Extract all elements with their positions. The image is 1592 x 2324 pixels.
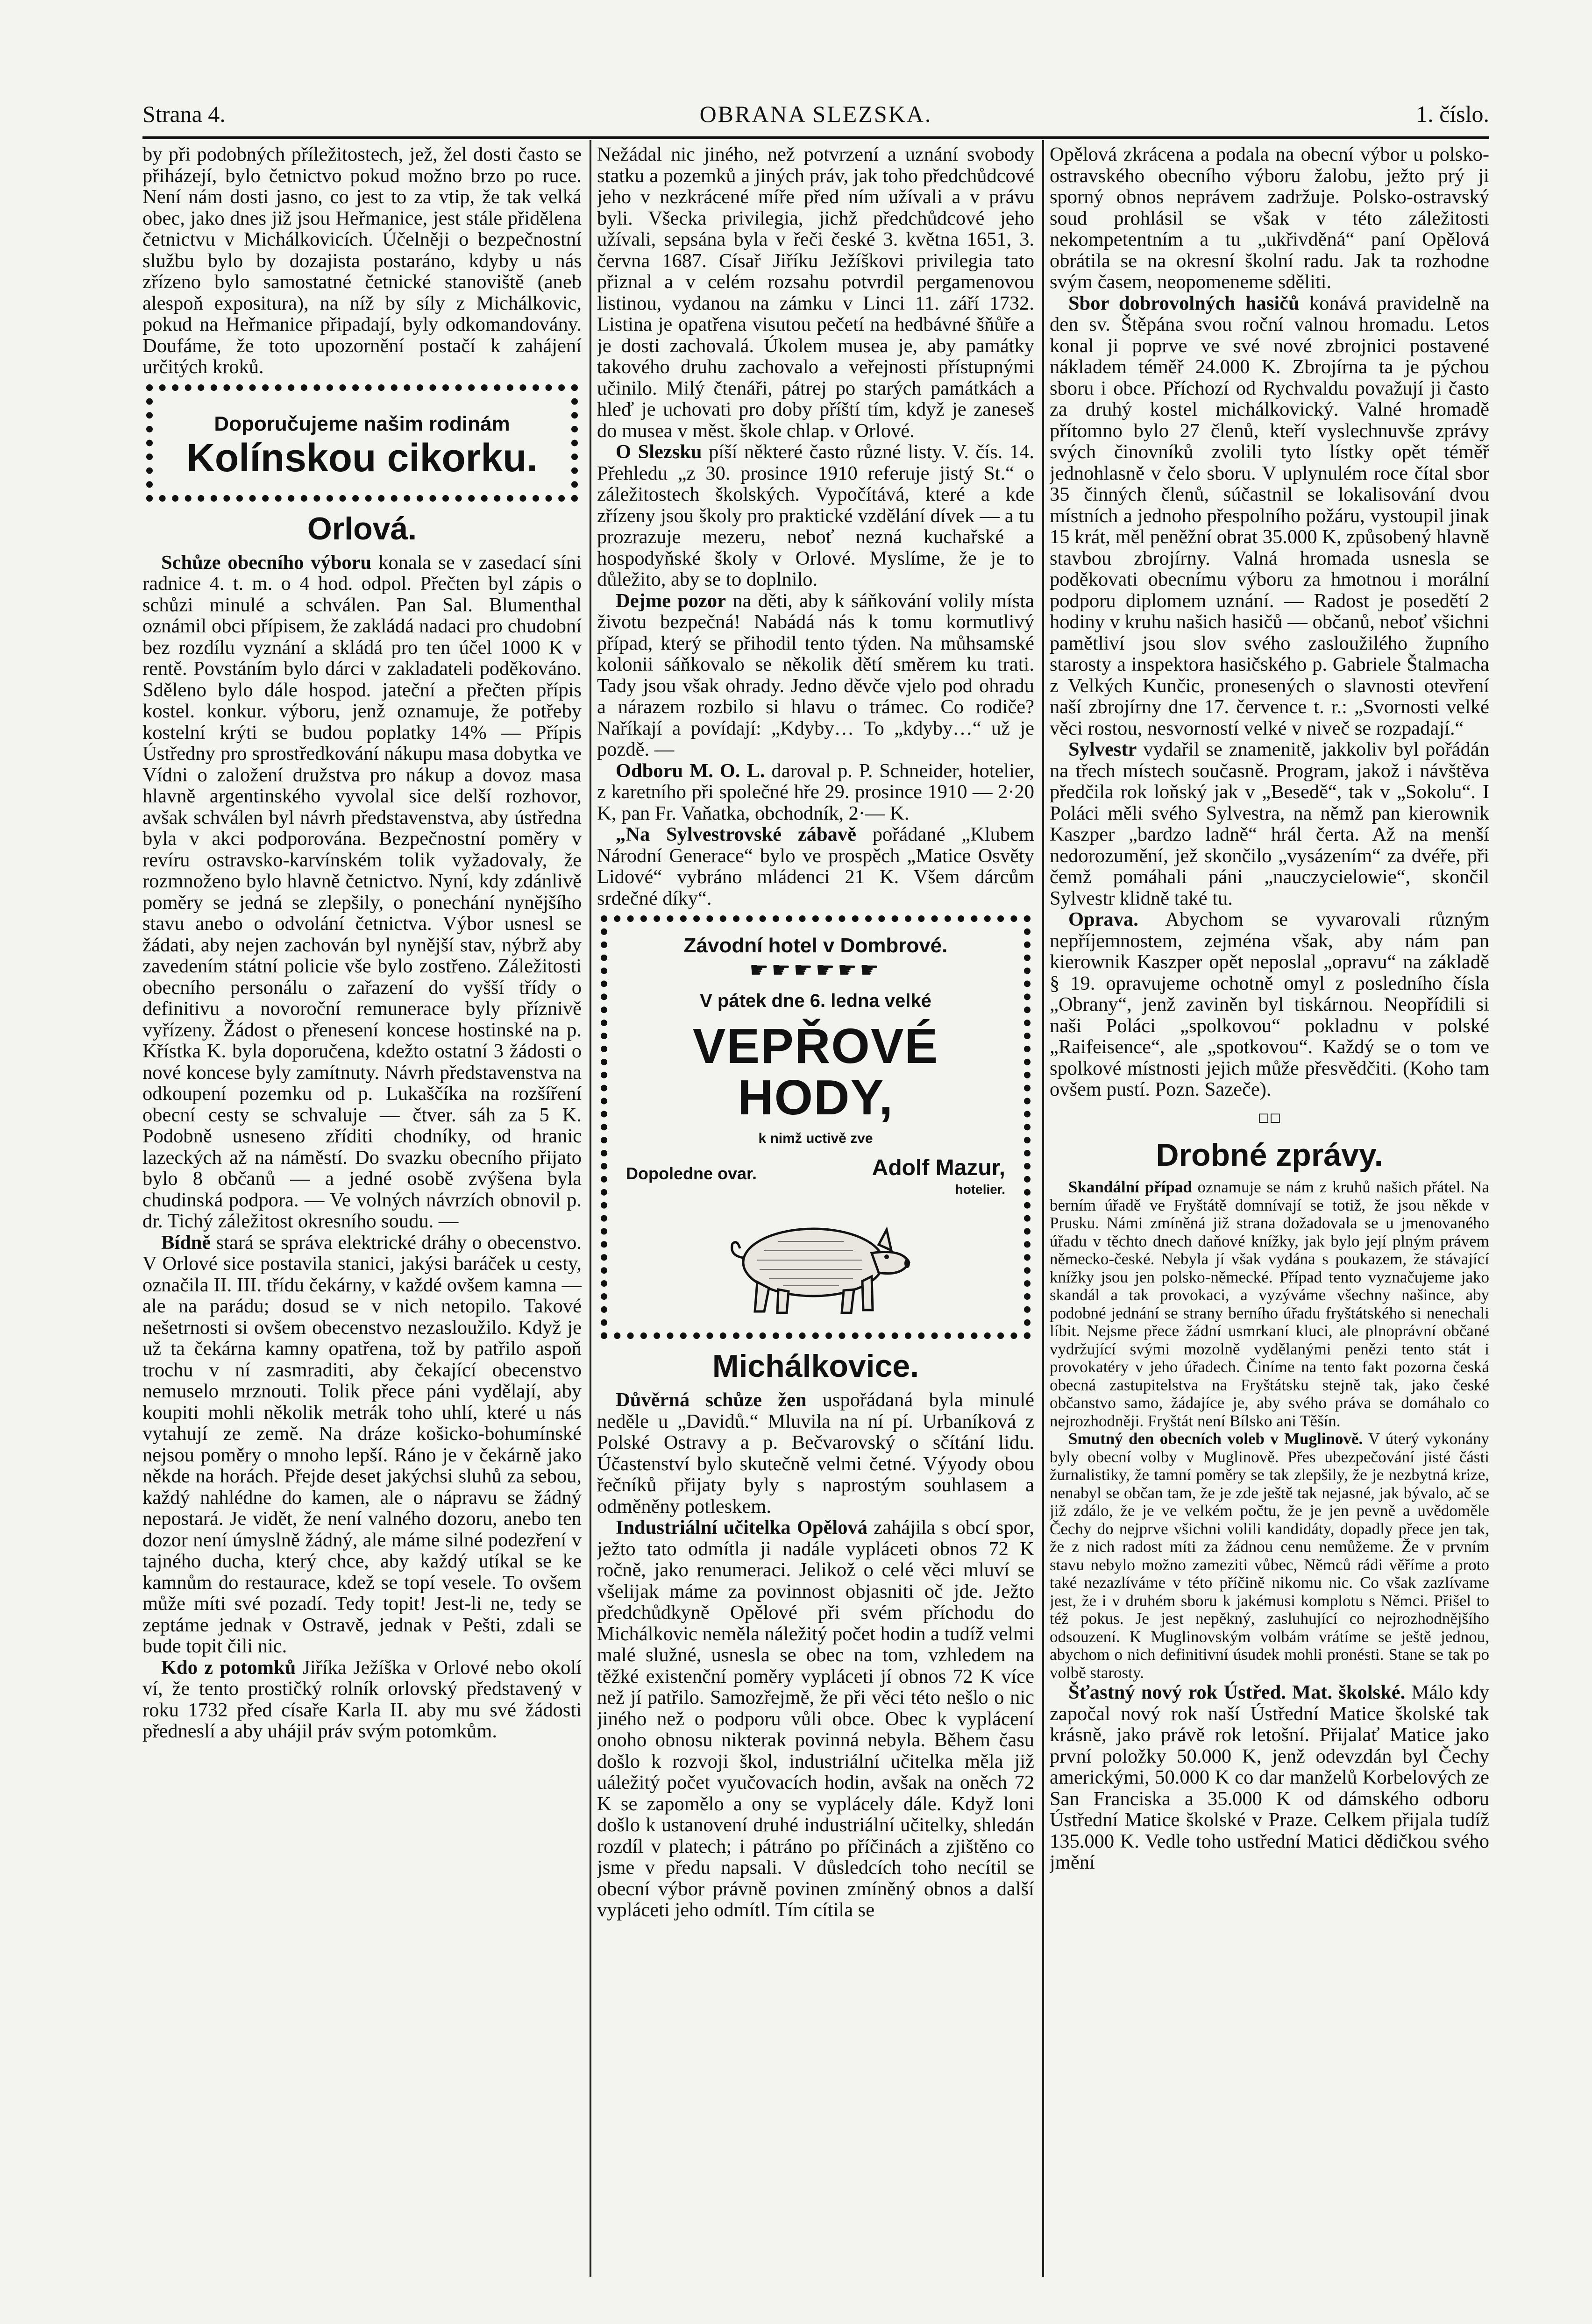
lead-sylvestr-zabava: „Na Sylvestrovské zábavě [616, 823, 856, 845]
advert-cikorka-line2: Kolínskou cikorku. [186, 436, 538, 480]
article-sylvestr [1050, 739, 1489, 909]
text-kdo: Jiříka Ježíška v Orlové nebo okolí ví, že tento prostičký rolník orlovský představený v roku 1732 před císaře Karla II. aby mu své žádosti předneslí a aby uhájil práv svým potomkům. [142, 1656, 582, 1742]
article-sbor [1050, 293, 1489, 739]
advert-date: V pátek dne 6. ledna velké [700, 991, 931, 1011]
lead-kdo: Kdo z potomků [161, 1656, 296, 1679]
pointing-hands-icon: ☛☛☛☛☛☛ [749, 957, 882, 982]
section-title-drobne: Drobné zprávy. [1156, 1137, 1383, 1173]
article-industrialni [597, 1517, 1034, 1921]
text-sylvestr-zabava: pořádané „Klubem Národní Generace“ bylo ve prospěch „Matice Osvěty Lidové“ vybráno mládenci 21 K. Všem dárcům srdečné díky“. [597, 823, 1034, 909]
advert-cikorka-line1: Doporučujeme našim rodinám [214, 412, 510, 435]
text-muglinov: V úterý vykonány byly obecní volby v Muglinově. Přes ubezpečování jisté části žurnalistiky, že tamní poměry se tak zlepšily, že je nezbytná krize, nenabyl se občan tam, že je zde ještě tak nejasné, jak bývalo, ač se již zdálo, že je ve velkém počtu, že je jen pevně a uvědoměle Čechy do nejprve všichni volili kandidáty, dopadly přece jen tak, že z nich radost míti za žádnou cenu nemůžeme. Že v prvním stavu nebylo možno zameziti vůbec, Němců rádi věříme a proto také nezazlíváme v této příčině nikomu nic. Co však zazlívame jest, že i v druhém sboru k jakémusi komplotu s Němci. Přišel to též pokus. Je jest nepěkný, zasluhující co nejrozhodnějšího odsouzení. K Muglinovským volbám vrátíme se ještě jednou, abychom o nich definitivní úsudek mohli pronésti. Stane se tak po volbě starosty. [1050, 1430, 1489, 1682]
lead-skandalni: Skandální případ [1068, 1178, 1192, 1196]
advert-veprove-hody [601, 915, 1031, 1339]
text-skandalni: oznamuje se nám z kruhů našich přátel. Na berním úřadě ve Fryštátě domnívají se totiž, že jsou někde v Prusku. Námi zmíněná již strana dožadovala se u jmenovaného úřadu v těchto dnech daňové knížky, jak bylo její plným právem německo-české. Nebyla jí však vydána s poukazem, že stávající knížky jsou jen polsko-německé. Případ tento vyznačujeme jako skandál a tak provokaci, a vyzýváme všechny našince, aby podobné jednání se strany berního úřadu fryštátského si nenechali líbit. Nejsme přece žádní usmrkaní kluci, ale plnoprávní občané vydržující svými mozolně vydělanými penězi tento stát i provokatéry v jeho úřadech. Činíme na tento fakt pozorna česká obecná zastupitelstva na Fryštátsku stejně tak, jako české občanstvo samo, žádajíce je, aby svého práva se domáhalo co nejrozhodněji. Fryštát není Bílsko ani Těšín. [1050, 1178, 1489, 1430]
article-oprava [1050, 909, 1489, 1100]
article-bidne [142, 1232, 582, 1657]
advert-invite: k nimž uctivě zve [758, 1130, 873, 1146]
advert-cikorka [146, 384, 578, 502]
advert-footer-row [626, 1157, 1005, 1200]
news-muglinov [1050, 1430, 1489, 1682]
section-title-orlova: Orlová. [307, 510, 417, 546]
text-oprava: Abychom se vyvarovali různým nepříjemnostem, zejména však, aby nám pan kierownik Kaszper opět neposlal „opravu“ na základě § 19. opravujeme ochotně omyl z posledního čísla „Obrany“, jenž zaviněn byl tiskárnou. Neopřídili si naši Poláci „spolkovou“ pokladnu v polské „Raifeisence“, ale „spotkovou“. Každý se o tom ve spolkové místnosti jejich může přesvědčiti. (Koho tam ovšem pustí. Pozn. Sazeče). [1050, 908, 1489, 1100]
lead-sylvestr: Sylvestr [1068, 738, 1137, 760]
lead-slezsku: O Slezsku [616, 441, 702, 463]
page-number: Strana 4. [142, 101, 226, 127]
text-schuze: konala se v zasedací síni radnice 4. t. m. o 4 hod. odpol. Přečten byl zápis o schůzi minulé a schválen. Pan Sal. Blumenthal oznámil obci přípisem, že zakládá nadaci pro chudobní bez rozdílu vyznání a skládá pro ten účel 1000 K v rentě. Povstáním bylo dárci v zakladateli poděkováno. Sděleno bylo dále hospod. jateční a přečten přípis kostel. konkur. výboru, jenž oznamuje, že potřeby kostelní krýti se budou poplatky 14% — Přípis Ústředny pro sprostředkování nákupu masa dobytka ve Vídni o založení družstva pro nákup a dovoz masa hlavně argentinského vyvolal sice delší rozhovor, avšak schválen byl návrh představenstva, aby ústředna byla v akci podporována. Bezpečnostní poměry v revíru ostravsko-karvínském tolik vyžadovaly, že rozmnoženo bylo hlavně četnictvo. Nyní, kdy zdánlivě poměry se jedná se zlepšily, o ponechání nynějšího stavu anebo o odvolání četnictva. Výbor usnesl se žádati, aby nejen zachován byl nynější stav, nýbrž aby zavedením státní policie vše bylo zostřeno. Záležitosti obecního personálu o zařazení do vyšší třídy o definitivu a novoroční remunerace byly příznivě vyřízeny. Žádost o přenesení koncese hostinské na p. Křístka K. byla doporučena, kdežto ostatní 3 žádosti o nové koncese byly zamítnuty. Návrh představenstva na odkoupení pozemku od p. Lukaščíka na rozšíření obecní cesty se schvaluje — čtver. sáh za 5 K. Podobně usneseno zříditi chodníky, od hranic lazeckých až na náměstí. Do svazku obecního přijato bylo 8 občanů — a jedné osobě zvýšena byla chudinská podpora. — Ve volných návrzích obnovil p. dr. Tichý záležitost okresního soudu. — [142, 551, 582, 1232]
article-continuation-2: Nežádal nic jiného, než potvrzení a uznání svobody statku a pozemků a jiných práv, jak toho předchůdcové jeho v nezkrácené míře před ním užívali a v právu byli. Všecka privilegia, jichž předchůdcové jeho užívali, sepsána byla v řeči české 3. května 1651, 3. června 1687. Císař Jiříku Ježíškovi privilegia tato přiznal a v celém rozsahu potvrdil pergamenovou listinou, vydanou na zámku v Linci 11. září 1732. Listina je opatřena visutou pečetí na hedbávné šňůře a je dosti zachovalá. Úkolem musea je, aby památky takového druhu zachovalo a veřejnosti přístupnými učinilo. Milý čtenáři, pátrej po starých památkách a hleď je uchovati pro doby příští tím, když je zaneseš do musea v měst. škole chlap. v Orlové. [597, 144, 1034, 442]
article-continuation-3: Opělová zkrácena a podala na obecní výbor u polsko-ostravského obecního výboru žalobu, ježto prý ji sporný obnos neprávem zadržuje. Polsko-ostravský soud prohlásil se však v této záležitosti nekompetentním a tu „ukřivděná“ paní Opělová obrátila se na okresní školní radu. Jak ta rozhodne svým časem, neopomeneme sděliti. [1050, 144, 1489, 293]
column-3 [1050, 144, 1489, 2277]
lead-duverna: Důvěrná schůze žen [616, 1389, 807, 1411]
news-matice [1050, 1682, 1489, 1873]
advert-headline: VEPŘOVÉ HODY, [692, 1018, 939, 1125]
section-separator-icon: ◻◻ [1258, 1109, 1281, 1126]
lead-bidne: Bídně [161, 1231, 211, 1254]
advert-owner-name: Adolf Mazur, [872, 1155, 1005, 1180]
section-title-michalkovice: Michálkovice. [712, 1348, 919, 1384]
page-header [142, 100, 1489, 133]
article-slezsku [597, 441, 1034, 590]
article-odbor [597, 760, 1034, 824]
article-kdo [142, 1657, 582, 1742]
column-1 [142, 144, 582, 2277]
pig-illustration-icon [713, 1211, 918, 1318]
column-2 [597, 144, 1034, 2277]
lead-pozor: Dejme pozor [616, 589, 726, 612]
lead-schuze: Schůze obecního výboru [161, 551, 372, 574]
advert-time: Dopoledne ovar. [626, 1164, 757, 1183]
article-duverna [597, 1389, 1034, 1517]
text-slezsku: píší některé často různé listy. V. čís. 14. Přehledu „z 30. prosince 1910 referuje jistý St.“ o záležitostech školských. Vypočítává, které a kde zřízeny jsou školy pro praktické vzdělání dívek — a tu prozrazuje mezeru, neboť nezná kuchařské a hospodyňské školy v Orlové. Myslíme, že je to důležito, aby se to doplnilo. [597, 441, 1034, 590]
text-pozor: na děti, aby k sáňkování volily místa životu bezpečná! Nabádá nás k tomu kormutlivý případ, který se přihodil tento týden. Na můhsamské kolonii sáňkovalo se několik dětí směrem ku trati. Tady jsou však ohrady. Jedno děvče vjelo pod ohradu a nárazem rozbilo si hlavu o trámec. Co rodiče? Naříkají a povídají: „Kdyby… To „kdyby…“ už je pozdě. — [597, 589, 1034, 760]
column-divider-1 [590, 140, 591, 2277]
lead-odbor: Odboru M. O. L. [616, 759, 765, 782]
lead-industrialni: Industriální učitelka Opělová [616, 1516, 867, 1538]
text-duverna: uspořádaná byla minulé neděle u „Davidů.“ Mluvila na ní pí. Urbaníková z Polské Ostravy a p. Bečvarovský o sčítání lidu. Účastenství bylo skutečně velmi četné. Výyody obou řečníků přijaty byly s naprostým souhlasem a odměněny potleskem. [597, 1389, 1034, 1517]
text-matice: Málo kdy započal nový rok naší Ústřední Matice školské tak krásně, jako právě rok letošní. Přijalať Matice jako první položky 50.000 K, jenž odevzdán byl Čechy americkými, 50.000 K co dar manželů Korbelových ze San Franciska a 35.000 K od dámského odboru Ústřední Matice školské v Praze. Celkem přijala tudíž 135.000 K. Vedle toho ustřední Matici dědičkou svého jmění [1050, 1681, 1489, 1873]
column-divider-2 [1042, 140, 1044, 2277]
header-rule [142, 136, 1489, 139]
text-industrialni: zahájila s obcí spor, ježto tato odmítla ji nadále vypláceti obnos 72 K ročně, jako renumeraci. Jelikož o celé věci mluví se všelijak máme za povinnost objasniti oč jde. Ježto předchůdkyně Opělové při svém příchodu do Michálkovic neměla náležitý počet hodin a tudíž velmi malé služné, usnesla se obec na tom, vzhledem na těžké existenční poměry vypláceti jí obnos 72 K více než jí patřilo. Samozřejmě, že při věci této nešlo o nic jiného než o podporu vůli obce. Obec k vyplácení onoho obnosu nikterak povinná nebyla. Během času došlo k rozvoji škol, industriální učitelka měla již uáležitý počet vyučovacích hodin, avšak na oněch 72 K se zapomělo a ony se vyplácely dále. Když loni došlo k ustanovení druhé industriální učitelky, shledán rozdíl v platech; i pátráno po příčinách a zjištěno co jsme v předu napsali. V důsledcích toho necítil se obecní výbor právně povinen zmíněný obnos a další vypláceti jeho odmítl. Tím cítila se [597, 1516, 1034, 1921]
issue-number: 1. číslo. [1416, 101, 1489, 127]
lead-oprava: Oprava. [1068, 908, 1138, 930]
text-odbor: daroval p. P. Schneider, hotelier, z karetního při společné hře 29. prosince 1910 — 2·20 K, pan Fr. Vaňatka, obchodník, 2·— K. [597, 759, 1034, 824]
newspaper-title: OBRANA SLEZSKA. [699, 101, 932, 127]
news-skandalni [1050, 1178, 1489, 1430]
lead-sbor: Sbor dobrovolných hasičů [1068, 292, 1300, 314]
article-continuation: by při podobných příležitostech, jež, žel dosti často se přiházejí, bylo četnictvo pokud možno brzo po ruce. Není nám dosti jasno, co jest to za vtip, že tak velká obec, jako dnes již jsou Heřmanice, jest stále přidělena četnictvu v Michálkovicích. Účelněji o bezpečnostní službu bylo by dozajista postaráno, kdyby u nás zřízeno bylo samostatné četnické stanoviště (aneb alespoň expositura), na níž by síly z Michálkovic, pokud na Heřmanice připadají, byly odkomandovány. Doufáme, že toto upozornění postačí k zahájení určitých kroků. [142, 144, 582, 378]
text-sylvestr: vydařil se znamenitě, jakkoliv byl pořádán na třech místech současně. Program, jakož i návštěva předčila rok loňský jak v „Besedě“, tak v „Sokolu“. I Poláci měli svého Sylvestra, na němž pan kierownik Kaszper „bardzo ladně“ hrál čerta. Až na menší nedorozumění, jež skončilo „vysázením“ za dvéře, při čemž pomáhali páni „nauczycielowie“, skončil Sylvestr klidně také tu. [1050, 738, 1489, 909]
advert-owner-title: hotelier. [955, 1182, 1005, 1197]
advert-hotel-name: Závodní hotel v Dombrové. [683, 934, 948, 957]
text-sbor: konává pravidelně na den sv. Štěpána svou roční valnou hromadu. Letos konal ji poprve ve své nové zbrojnici postavené nákladem téměř 24.000 K. Zbrojírna ta je pýchou sboru i obce. Příchozí od Rychvaldu považují ji často za druhý kostel michálkovický. Valné hromadě přítomno bylo 27 členů, kteří vyslechnuvše zprávy svých činovníků zvolili tyto lístky opět téměř jednohlasně v čelo sboru. V uplynulém roce čítal sbor 35 činných členů, súčastnil se lokalisování dvou místních a jednoho přespolního požáru, vystoupil jinak 15 krát, měl peněžní obrat 35.000 K, způsobený hlavně stavbou zbrojírny. Valná hromada usnesla se poděkovati obecnímu výboru za hmotnou i morální podporu diplomem uznání. — Radost je posedětí 2 hodiny v kruhu našich hasičů — občanů, neboť všichni pamětliví jsou slov svého zasloužilého župního starosty a inspektora hasičského p. Gabriele Štalmacha z Velkých Kunčic, pronesených o slavnosti otevření naší zbrojírny dne 17. července t. r.: „Svornosti velké věci rostou, nesvorností velké v niveč se rozpadají.“ [1050, 292, 1489, 739]
lead-muglinov: Smutný den obecních voleb v Muglinově. [1068, 1430, 1363, 1448]
lead-matice: Šťastný nový rok Ústřed. Mat. školské. [1068, 1681, 1406, 1703]
article-sylvestr-zabava [597, 824, 1034, 909]
article-schuze [142, 552, 582, 1232]
advert-owner [872, 1157, 1005, 1200]
article-pozor [597, 590, 1034, 760]
text-bidne: stará se správa elektrické dráhy o obecenstvo. V Orlové sice postavila stanici, jakýsi baráček u cesty, označila II. III. třídu čekárny, v každé ovšem kamna — ale na parádu; dosud se v nich netopilo. Takové nešetrnosti si ovšem obecenstvo nezasloužilo. Když je už ta čekárna kamny opatřena, tož by patřilo aspoň trochu v ní zasmraditi, aby čekající obecenstvo nemuselo mrznouti. Tolik přece páni vydělají, aby koupiti mohli několik metrák toho uhlí, které u nás vytahují ze země. Na dráze košicko-bohumínské nejsou poměry o mnoho lepší. Ráno je v čekárně jako někde na horách. Přejde deset jakýchsi sluhů za sebou, každý nahlédne do kamen, ale o nápravu se žádný nepostará. Je vidět, že není valného dozoru, anebo ten dozor není úmyslně žádný, ale máme silné podezření v tajného ducha, který chce, aby každý utíkal se ke kamnům do restaurace, kdež se topí vesele. To ovšem může míti své pozadí. Tedy topit! Jest-li ne, tedy se zeptáme jednak v Ostravě, jednak v Pešti, zdali se bude topit čili nic. [142, 1231, 582, 1657]
